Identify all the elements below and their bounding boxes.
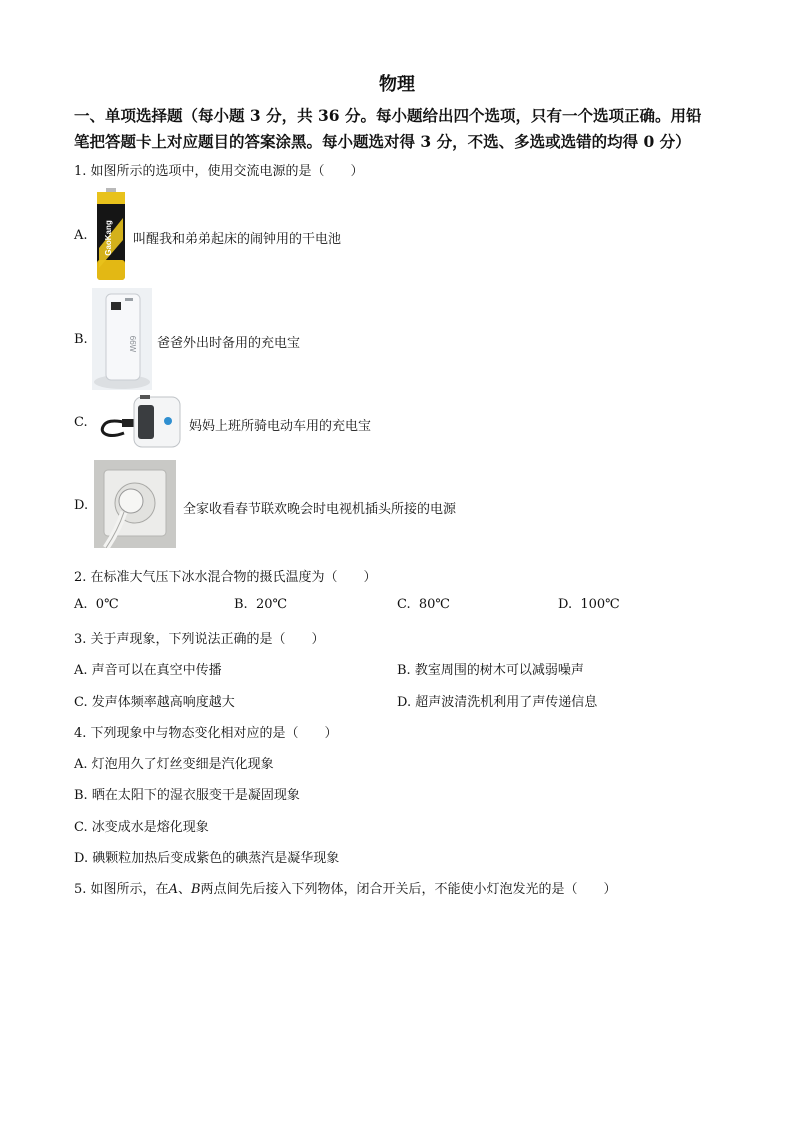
q4-option-d [74, 847, 339, 866]
wall-socket-image [94, 460, 176, 548]
q1-option-d-text: 全家收看春节联欢晚会时电视机插头所接的电源 [183, 502, 457, 517]
q2-option-c-letter: C. [397, 597, 411, 612]
q3-option-b [397, 659, 584, 678]
q3-option-c-text: 发声体频率越高响度越大 [91, 695, 235, 710]
q2-option-d-text: 100℃ [580, 597, 620, 612]
q4-option-b-letter: B. [74, 788, 88, 803]
q4-option-d-letter: D. [74, 851, 89, 866]
q3-option-d-letter: D. [397, 695, 412, 710]
q1-option-d-letter: D. [74, 498, 89, 513]
q3-option-b-text: 教室周围的树木可以减弱噪声 [414, 663, 584, 678]
question-5-stem [74, 878, 617, 897]
q2-option-b-letter: B. [234, 597, 248, 612]
q2-option-a [74, 597, 119, 612]
q2-option-c [397, 597, 450, 612]
aa-battery-image [94, 188, 128, 282]
q5-point-b: B [190, 882, 201, 897]
q3-option-c [74, 691, 235, 710]
q5-separator: 、 [177, 882, 191, 897]
q4-option-a-text: 灯泡用久了灯丝变细是汽化现象 [91, 757, 274, 772]
q5-number: 5. [74, 882, 91, 897]
page-title: 物理 [379, 74, 415, 95]
q2-option-d [558, 597, 620, 612]
q5-text-pre: 如图所示，在 [90, 882, 169, 897]
q1-option-b-text: 爸爸外出时备用的充电宝 [157, 336, 301, 351]
q3-option-b-letter: B. [397, 663, 411, 678]
q4-option-a [74, 753, 274, 772]
q4-option-c-letter: C. [74, 820, 88, 835]
q5-text-post: 两点间先后接入下列物体，闭合开关后，不能使小灯泡发光的是（ ） [200, 882, 617, 897]
ebike-charger-image [94, 395, 184, 451]
q4-option-a-letter: A. [74, 757, 88, 772]
power-bank-image [92, 288, 152, 390]
q3-option-a-letter: A. [74, 663, 88, 678]
question-3-stem: 3. 关于声现象，下列说法正确的是（ ） [74, 632, 325, 647]
q1-option-c-letter: C. [74, 415, 88, 430]
q4-option-b-text: 晒在太阳下的湿衣服变干是凝固现象 [91, 788, 300, 803]
power-bank-label: 66W [128, 335, 137, 353]
section-heading-line-1: 一、单项选择题（每小题 3 分，共 36 分。每小题给出四个选项，只有一个选项正确。用铅 [74, 106, 702, 125]
battery-brand-label: GaoKang [104, 220, 113, 256]
q3-option-a-text: 声音可以在真空中传播 [91, 663, 222, 678]
q5-point-a: A [168, 882, 178, 897]
q1-option-c-text: 妈妈上班所骑电动车用的充电宝 [189, 419, 372, 434]
q2-option-d-letter: D. [558, 597, 573, 612]
q1-option-a-text: 叫醒我和弟弟起床的闹钟用的干电池 [133, 232, 342, 247]
q2-option-a-letter: A. [74, 597, 88, 612]
q2-option-b-text: 20℃ [255, 597, 288, 612]
q1-option-a-letter: A. [74, 228, 88, 243]
question-2-stem: 2. 在标准大气压下冰水混合物的摄氏温度为（ ） [74, 570, 377, 585]
q2-option-c-text: 80℃ [418, 597, 450, 612]
q3-option-a [74, 659, 222, 678]
q1-option-b-letter: B. [74, 332, 88, 347]
question-1-stem: 1. 如图所示的选项中，使用交流电源的是（ ） [74, 164, 364, 179]
q3-option-d-text: 超声波清洗机利用了声传递信息 [415, 695, 598, 710]
q2-option-b [234, 597, 287, 612]
q3-option-c-letter: C. [74, 695, 88, 710]
section-heading-line-2: 笔把答题卡上对应题目的答案涂黑。每小题选对得 3 分，不选、多选或选错的均得 0 分） [74, 132, 691, 151]
q3-option-d [397, 691, 597, 710]
q4-option-b [74, 784, 300, 803]
q4-option-c [74, 816, 209, 835]
q4-option-c-text: 冰变成水是熔化现象 [91, 820, 209, 835]
q2-option-a-text: 0℃ [95, 597, 119, 612]
question-4-stem: 4. 下列现象中与物态变化相对应的是（ ） [74, 726, 338, 741]
q4-option-d-text: 碘颗粒加热后变成紫色的碘蒸汽是凝华现象 [92, 851, 340, 866]
